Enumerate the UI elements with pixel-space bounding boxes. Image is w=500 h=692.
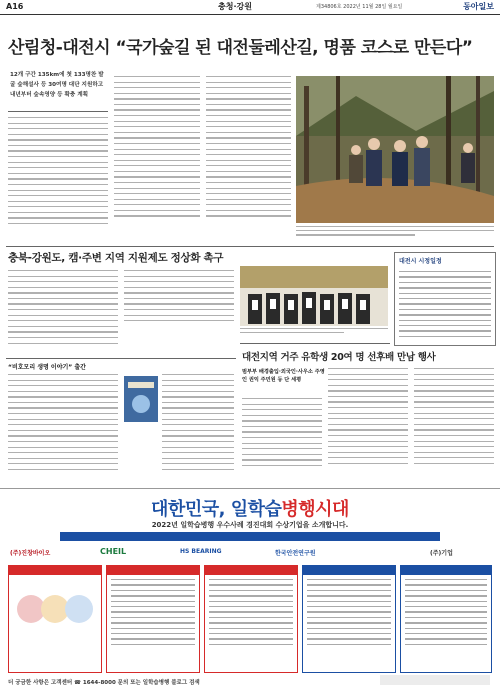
story3-body-col3	[414, 368, 494, 480]
ad-logo-1: (주)진창바이오	[10, 550, 51, 557]
ad-logo-4: 한국안전연구원	[275, 550, 316, 557]
story3-headline: 대전지역 거주 유학생 20여 명 선후배 만남 행사	[242, 352, 436, 363]
story1-body-col2	[114, 76, 200, 243]
sidebar-title: 대전시 시정일정	[399, 258, 442, 265]
ad-logo-3: HS BEARING	[180, 548, 222, 555]
ad-panel-2	[106, 565, 200, 673]
photo-caption	[296, 226, 494, 243]
ad-logo-2: CHEIL	[100, 547, 127, 556]
ad-sponsor-logos	[380, 675, 490, 685]
story3-subhead: 범부부 배경출입·외국인·사우소 주영인 권익 주민원 등 단 세평	[242, 369, 325, 383]
issue-date: 제34806호 2022년 11월 28일 월요일	[316, 4, 403, 10]
ad-panel-4	[302, 565, 396, 673]
ad-logo-6: (주)기업	[430, 550, 453, 557]
story4-subhead: “비호모리 생명 이야기” 출간	[8, 364, 86, 371]
story3-body-col1	[242, 398, 322, 480]
ad-panels	[8, 565, 492, 673]
forest-trail-photo	[296, 76, 494, 223]
page-header	[0, 0, 500, 15]
story1-deck: 12개 구간 135km에 첫 133명찬 발굴 숲해설사 등 30여명 대단 지원하고 내년부터 숲속영양 등 확충 계획	[10, 72, 104, 98]
divider	[8, 111, 108, 112]
story1-body-col3	[206, 76, 291, 243]
ad-headline-b: 병행시대	[281, 499, 349, 520]
ad-panel-3	[204, 565, 298, 673]
story2-headline: 충북-강원도, 캠·주변 지역 지원제도 정상화 촉구	[8, 252, 224, 264]
story3-body-col2	[328, 368, 408, 480]
sidebar-list	[395, 267, 495, 337]
section-title: 충청·강원	[218, 2, 252, 11]
ad-headline	[0, 495, 500, 521]
story1-body-col1	[8, 117, 108, 243]
newspaper-logo: 동아일보	[463, 1, 494, 11]
ad-banner-bar	[60, 532, 440, 541]
ad-logo-row	[10, 546, 490, 562]
book-cover-image	[124, 376, 158, 422]
divider	[240, 343, 390, 344]
story2-body-col1	[8, 270, 118, 356]
sidebar-schedule-box	[394, 252, 496, 346]
story2-body-col2	[124, 270, 234, 330]
ad-footer: 더 궁금한 사항은 고객센터 ☎ 1644-8000 문의 또는 일학습병행 블로그 검색	[8, 680, 200, 686]
ad-panel-5	[400, 565, 492, 673]
divider	[6, 358, 236, 359]
ad-subtitle: 2022년 일학습병행 우수사례 경진대회 수상기업을 소개합니다.	[151, 521, 349, 529]
ad-panel-1	[8, 565, 102, 673]
ad-headline-a: 대한민국, 일학습	[151, 499, 282, 520]
page-number: A16	[6, 2, 24, 11]
story4-body-col1	[8, 374, 118, 480]
story4-body-col2	[162, 374, 234, 480]
story1-headline: 산림청-대전시 “국가숲길 된 대전둘레산길, 명품 코스로 만든다”	[8, 38, 473, 58]
group-photo-caption	[240, 328, 388, 340]
divider	[6, 246, 494, 247]
group-photo	[240, 266, 388, 326]
advertisement	[0, 488, 500, 692]
